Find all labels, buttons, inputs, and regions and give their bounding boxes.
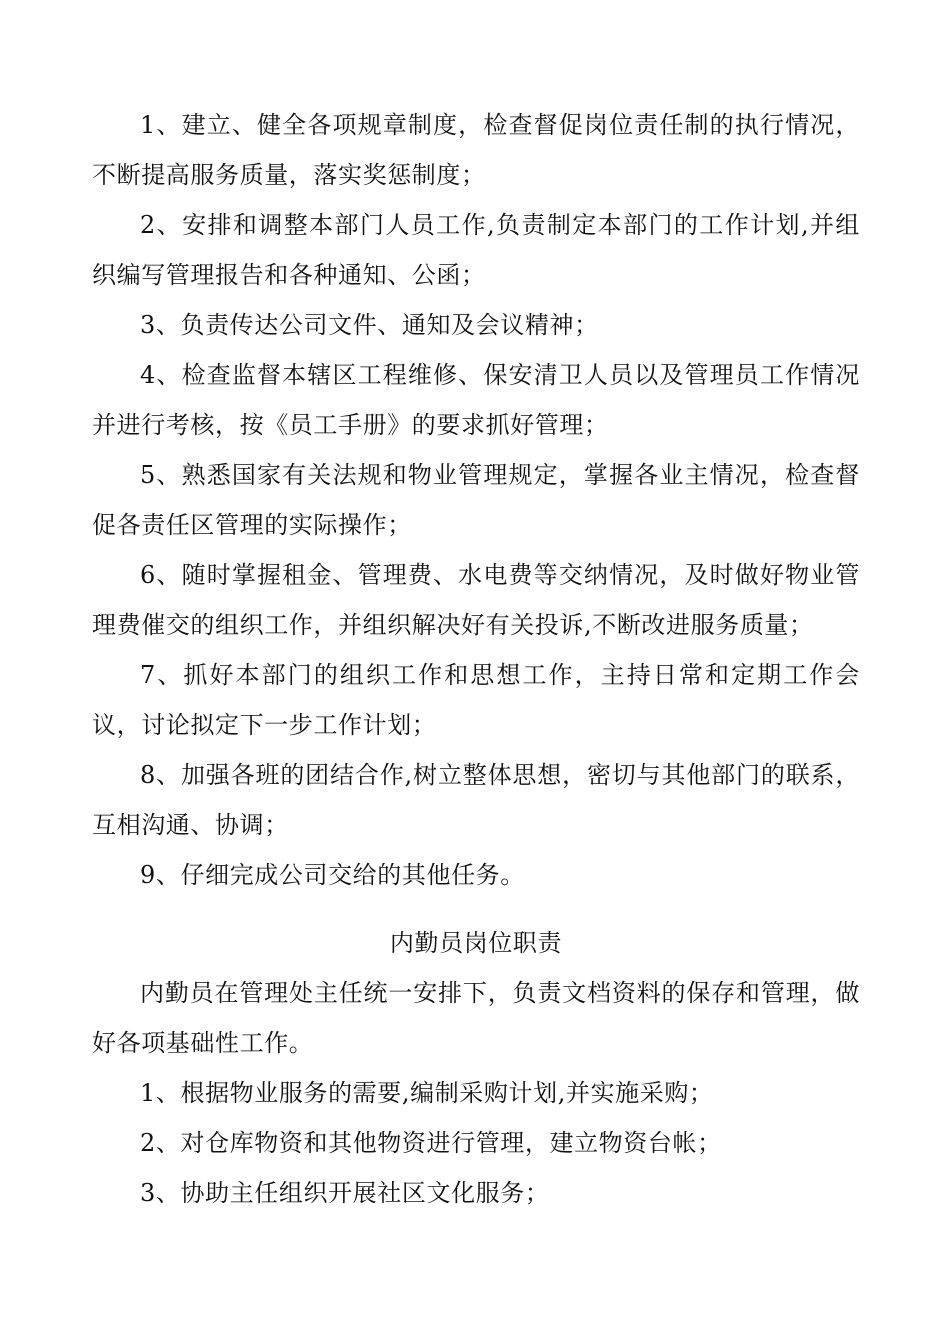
clerk-duty-item-2: 2、对仓库物资和其他物资进行管理，建立物资台帐；	[140, 1129, 722, 1157]
duty-item-9: 9、仔细完成公司交给的其他任务。	[140, 861, 525, 889]
clerk-duty-item-1: 1、根据物业服务的需要,编制采购计划,并实施采购；	[140, 1079, 714, 1107]
duty-item-5: 5、熟悉国家有关法规和物业管理规定，掌握各业主情况，检查督促各责任区管理的实际操作；	[92, 461, 860, 539]
document-body	[92, 100, 860, 1218]
duty-item-8: 8、加强各班的团结合作,树立整体思想，密切与其他部门的联系，互相沟通、协调；	[92, 761, 860, 839]
duty-item-4: 4、检查监督本辖区工程维修、保安清卫人员以及管理员工作情况并进行考核，按《员工手册》的要求抓好管理；	[92, 361, 860, 439]
duty-item-1: 1、建立、健全各项规章制度，检查督促岗位责任制的执行情况，不断提高服务质量，落实奖惩制度；	[92, 111, 860, 189]
section-intro: 内勤员在管理处主任统一安排下，负责文档资料的保存和管理，做好各项基础性工作。	[92, 979, 860, 1057]
duty-item-6: 6、随时掌握租金、管理费、水电费等交纳情况，及时做好物业管理费催交的组织工作，并组织解决好有关投诉,不断改进服务质量；	[92, 561, 860, 639]
section-title: 内勤员岗位职责	[389, 929, 563, 957]
duty-item-7: 7、抓好本部门的组织工作和思想工作，主持日常和定期工作会议，讨论拟定下一步工作计划；	[92, 661, 860, 739]
duty-item-3: 3、负责传达公司文件、通知及会议精神；	[140, 311, 599, 339]
clerk-duty-item-3: 3、协助主任组织开展社区文化服务；	[140, 1179, 550, 1207]
duty-item-2: 2、安排和调整本部门人员工作,负责制定本部门的工作计划,并组织编写管理报告和各种通知、公函；	[92, 211, 860, 289]
